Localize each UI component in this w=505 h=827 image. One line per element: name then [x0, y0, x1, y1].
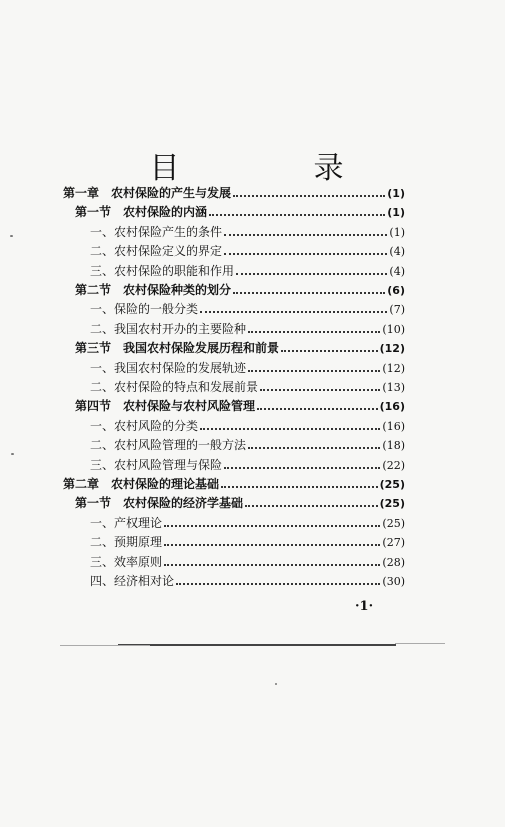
toc-entry-title: 三、农村保险的职能和作用	[90, 263, 235, 278]
toc-entry-title: 二、农村风险管理的一般方法	[90, 438, 247, 453]
toc-entry-title: 第二章 农村保险的理论基础	[63, 477, 220, 491]
dot-leader	[257, 408, 378, 410]
toc-entry-title: 第二节 农村保险种类的划分	[75, 283, 232, 297]
toc-entry-title: 一、我国农村保险的发展轨迹	[90, 360, 247, 375]
toc-entry-page: (12)	[379, 342, 405, 356]
toc-entry-item	[90, 223, 405, 243]
toc-entry-item	[90, 533, 405, 553]
toc-entry-title: 第四节 农村保险与农村风险管理	[75, 399, 256, 414]
toc-entry-page: (4)	[389, 245, 405, 259]
toc-entry-title: 二、我国农村开办的主要险种	[90, 321, 247, 336]
toc-entry-section	[75, 397, 405, 417]
toc-entry-page: (12)	[382, 361, 405, 375]
scan-speck	[11, 453, 14, 455]
scan-rule-line-faint	[395, 643, 445, 644]
toc-entry-page: (28)	[382, 555, 405, 569]
toc-entry-item	[90, 378, 405, 398]
toc-entry-item	[90, 436, 405, 456]
toc-entry-item	[90, 320, 405, 340]
scan-speck	[275, 683, 277, 685]
dot-leader	[245, 505, 378, 507]
toc-entry-page: (7)	[389, 303, 405, 317]
dot-leader	[224, 234, 387, 236]
toc-entry-title: 一、农村风险的分类	[90, 418, 199, 433]
toc-entry-item	[90, 456, 405, 476]
toc-entry-title: 第一章 农村保险的产生与发展	[63, 186, 232, 200]
toc-entry-title: 二、农村保险的特点和发展前景	[90, 380, 259, 394]
page-number: ·1·	[355, 599, 374, 614]
toc-entry-section	[75, 203, 405, 223]
page-title: 目 录	[149, 151, 396, 186]
scan-speck	[10, 235, 13, 237]
dot-leader	[248, 447, 380, 449]
dot-leader	[248, 370, 380, 372]
dot-leader	[164, 525, 380, 527]
toc-entry-title: 一、农村保险产生的条件	[90, 224, 223, 239]
toc-entry-title: 三、农村风险管理与保险	[90, 457, 223, 472]
toc-entry-title: 四、经济相对论	[90, 574, 175, 588]
dot-leader	[200, 428, 380, 430]
toc-entry-page: (6)	[387, 284, 405, 297]
toc-entry-title: 三、效率原则	[90, 554, 163, 569]
dot-leader	[221, 486, 378, 488]
toc-entry-page: (16)	[382, 419, 405, 433]
toc-entry-item	[90, 514, 405, 534]
toc-entry-page: (25)	[379, 497, 405, 511]
toc-entry-chapter	[63, 475, 405, 495]
toc-entry-page: (16)	[379, 400, 405, 414]
toc-entry-item	[90, 300, 405, 320]
toc-entry-title: 第一节 农村保险的内涵	[75, 205, 208, 220]
toc-entry-page: (30)	[382, 575, 405, 588]
dot-leader	[233, 292, 385, 294]
toc-entry-title: 一、产权理论	[90, 515, 163, 530]
toc-entry-page: (22)	[382, 458, 405, 472]
toc-entry-section	[75, 494, 405, 514]
toc-entry-page: (25)	[379, 478, 405, 491]
dot-leader	[260, 389, 380, 391]
toc-entry-page: (13)	[382, 381, 405, 394]
toc-entry-page: (27)	[382, 536, 405, 550]
toc-entry-title: 第三节 我国农村保险发展历程和前景	[75, 341, 280, 356]
toc-entry-page: (25)	[382, 516, 405, 530]
dot-leader	[248, 331, 380, 333]
toc-entry-item	[90, 417, 405, 437]
toc-entry-item	[90, 572, 405, 592]
toc-entry-page: (1)	[387, 206, 405, 220]
toc-entry-title: 二、预期原理	[90, 535, 163, 550]
toc-entry-title: 一、保险的一般分类	[90, 302, 199, 317]
scan-rule-line	[118, 644, 396, 646]
toc-entry-page: (1)	[389, 225, 405, 239]
dot-leader	[200, 311, 387, 313]
toc-entry-chapter	[63, 184, 405, 204]
toc-entry-page: (1)	[387, 187, 405, 200]
toc-entry-item	[90, 242, 405, 262]
dot-leader	[233, 195, 385, 197]
toc-entry-item	[90, 262, 405, 282]
toc-entry-section	[75, 339, 405, 359]
toc-entry-page: (18)	[382, 439, 405, 453]
scan-rule-line-faint	[60, 645, 150, 646]
dot-leader	[209, 214, 385, 216]
toc-entry-page: (10)	[382, 322, 405, 336]
dot-leader	[224, 253, 387, 255]
dot-leader	[176, 583, 380, 585]
toc-entry-page: (4)	[389, 264, 405, 278]
dot-leader	[236, 273, 387, 275]
dot-leader	[281, 350, 378, 352]
toc-entry-title: 第一节 农村保险的经济学基础	[75, 496, 244, 511]
toc-entry-item	[90, 553, 405, 573]
toc-entry-title: 二、农村保险定义的界定	[90, 244, 223, 259]
toc-entry-section	[75, 281, 405, 301]
dot-leader	[164, 564, 380, 566]
dot-leader	[164, 544, 380, 546]
dot-leader	[224, 467, 380, 469]
toc-entry-item	[90, 359, 405, 379]
